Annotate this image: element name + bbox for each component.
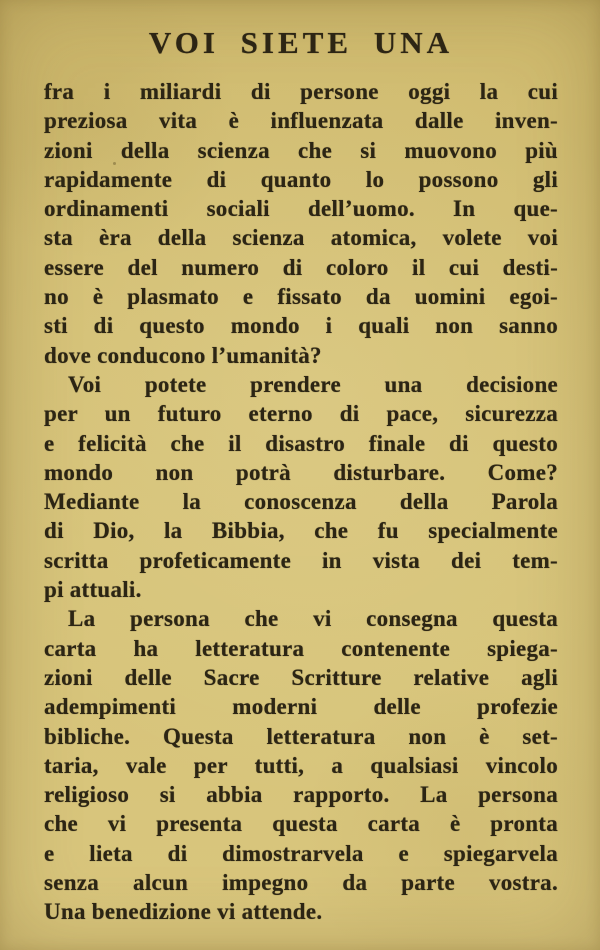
text-line: e lieta di dimostrarvela e spiegarvela: [44, 840, 558, 866]
text-line: no è plasmato e fissato da uomini egoi-: [44, 284, 558, 310]
text-line: taria, vale per tutti, a qualsiasi vincolo: [44, 752, 558, 778]
text-line: zioni delle Sacre Scritture relative agli: [44, 664, 558, 690]
page-title: VOI SIETE UNA: [148, 25, 454, 60]
text-line: Mediante la conoscenza della Parola: [44, 489, 558, 515]
text-line: carta ha letteratura contenente spiega-: [44, 635, 558, 661]
text-line: La persona che vi consegna questa: [68, 606, 558, 632]
text-line: di Dio, la Bibbia, che fu specialmente: [44, 518, 558, 544]
text-line: per un futuro eterno di pace, sicurezza: [44, 401, 558, 427]
text-line: rapidamente di quanto lo possono gli: [44, 166, 558, 192]
text-line: sta èra della scienza atomica, volete voi: [44, 225, 558, 251]
text-line: pi attuali.: [44, 577, 142, 603]
text-line: preziosa vita è influenzata dalle inven-: [44, 108, 558, 134]
body-text: [44, 77, 558, 927]
text-line: ordinamenti sociali dell’uomo. In que-: [44, 196, 558, 222]
paragraph: [44, 77, 558, 370]
text-line: adempimenti moderni delle profezie: [44, 694, 558, 720]
text-line: scritta profeticamente in vista dei tem-: [44, 547, 558, 573]
text-line: Una benedizione vi attende.: [44, 899, 323, 925]
text-line: essere del numero di coloro il cui desti-: [44, 254, 558, 280]
paragraph: [44, 370, 558, 604]
text-line: fra i miliardi di persone oggi la cui: [44, 79, 558, 104]
text-line: bibliche. Questa letteratura non è set-: [44, 723, 558, 749]
text-line: e felicità che il disastro finale di questo: [44, 430, 558, 456]
text-line: zioni della scienza che si muovono più: [44, 137, 558, 163]
text-line: senza alcun impegno da parte vostra.: [44, 870, 558, 896]
text-line: sti di questo mondo i quali non sanno: [44, 313, 558, 339]
text-line: dove conducono l’umanità?: [44, 342, 322, 368]
page-content: [44, 24, 558, 927]
text-line: mondo non potrà disturbare. Come?: [44, 459, 558, 485]
paragraph: [44, 604, 558, 926]
text-line: che vi presenta questa carta è pronta: [44, 811, 558, 837]
text-line: religioso si abbia rapporto. La persona: [44, 782, 558, 808]
text-line: Voi potete prendere una decisione: [68, 371, 558, 397]
